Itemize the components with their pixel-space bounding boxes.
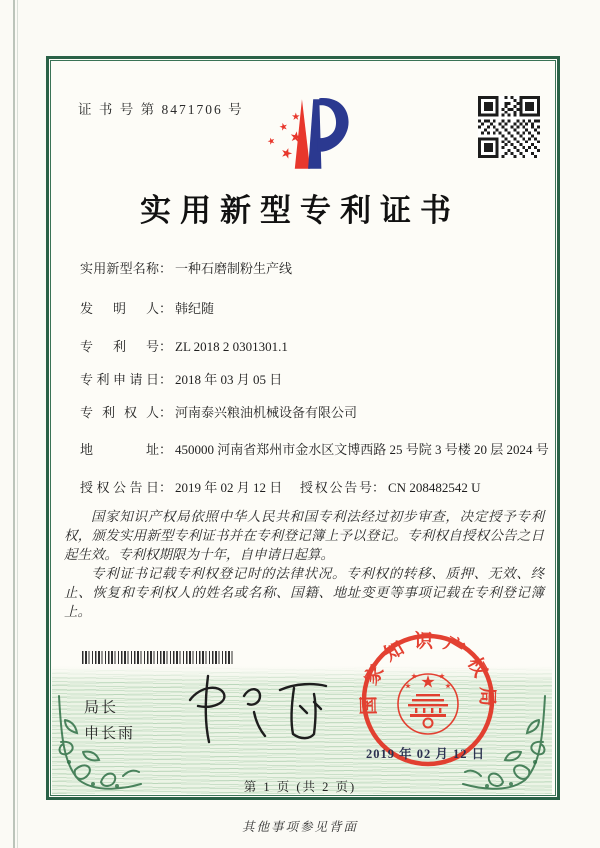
field-value-patent-no: ZL 2018 2 0301301.1 — [175, 339, 288, 354]
field-value-patentee: 河南泰兴粮油机械设备有限公司 — [175, 405, 358, 420]
field-value-inventor: 韩纪随 — [175, 301, 215, 316]
legal-text-block — [64, 507, 544, 621]
back-side-note: 其他事项参见背面 — [241, 820, 358, 834]
field-label: 专利申请日 — [80, 372, 159, 387]
field-colon: ： — [372, 480, 386, 495]
signer-block — [84, 695, 135, 747]
signer-name: 申长雨 — [84, 726, 136, 742]
field-colon: ： — [159, 480, 173, 495]
legal-paragraph-1: 国家知识产权局依照中华人民共和国专利法经过初步审查，决定授予专利权，颁发实用新型专利证书并在专利登记簿上予以登记。专利权自授权公告之日起生效。专利权期限为十年，自申请日起算。 — [64, 509, 544, 562]
barcode — [82, 651, 234, 664]
field-colon: ： — [159, 442, 173, 457]
field-colon: ： — [159, 405, 173, 420]
page-number: 第 1 页 (共 2 页) — [243, 780, 357, 794]
field-label: 实用新型名称 — [80, 261, 159, 276]
field-row-patent-no — [80, 338, 288, 355]
field-row-grant-no — [300, 479, 480, 496]
certificate-number: 证 书 号 第 8471706 号 — [78, 102, 244, 117]
field-row-name — [80, 260, 292, 277]
field-row-filing-date — [80, 371, 282, 388]
field-label: 授权公告日 — [80, 480, 159, 495]
field-row-grant-date — [80, 479, 282, 496]
field-row-patentee — [80, 404, 357, 421]
legal-paragraph-2: 专利证书记载专利权登记时的法律状况。专利权的转移、质押、无效、终止、恢复和专利权人的姓名或名称、国籍、地址变更等事项记载在专利登记簿上。 — [64, 566, 544, 619]
field-colon: ： — [159, 372, 173, 387]
national-emblem — [398, 673, 458, 734]
field-value-filing-date: 2018 年 03 月 05 日 — [175, 372, 283, 387]
field-label: 地址 — [80, 442, 159, 457]
field-label: 授权公告号 — [300, 480, 372, 495]
field-value-utility-model-name: 一种石磨制粉生产线 — [175, 261, 293, 276]
cnipa-logo-icon — [258, 93, 350, 175]
scan-edge-line-2 — [17, 0, 18, 848]
field-row-inventor — [80, 300, 214, 317]
seal-date: 2019 年 02 月 12 日 — [366, 747, 486, 761]
seal-text: 国家知识产权局 — [358, 630, 498, 716]
signer-title: 局长 — [84, 700, 119, 716]
field-colon: ： — [159, 301, 173, 316]
field-label: 发明人 — [80, 301, 159, 316]
field-colon: ： — [159, 339, 173, 354]
field-value-grant-no: CN 208482542 U — [388, 480, 481, 495]
field-row-address — [80, 441, 549, 458]
svg-text:国家知识产权局 — [358, 630, 498, 715]
qr-code — [478, 96, 540, 158]
field-colon: ： — [159, 261, 173, 276]
field-label: 专利号 — [80, 339, 159, 354]
scan-edge-line — [13, 0, 15, 848]
certificate-title: 实用新型专利证书 — [140, 193, 460, 228]
field-label: 专利权人 — [80, 405, 159, 420]
field-value-address: 450000 河南省郑州市金水区文博西路 25 号院 3 号楼 20 层 2024 号 — [175, 442, 549, 457]
field-value-grant-date: 2019 年 02 月 12 日 — [175, 480, 283, 495]
commissioner-signature — [168, 666, 332, 752]
